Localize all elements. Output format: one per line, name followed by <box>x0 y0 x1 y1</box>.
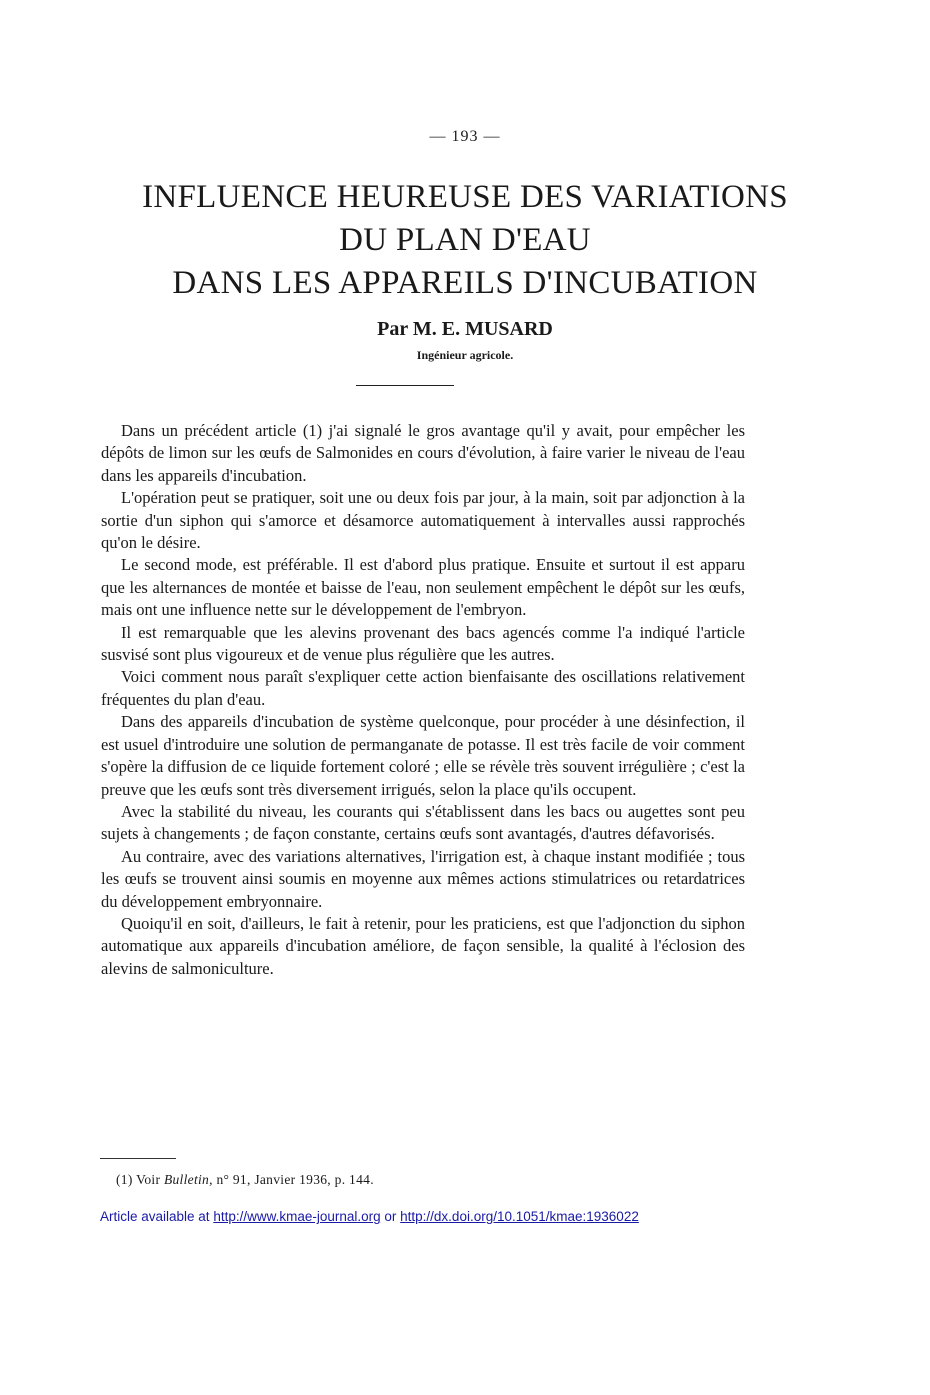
title-line-2: DU PLAN D'EAU <box>339 222 591 258</box>
paragraph: Voici comment nous paraît s'expliquer cette action bienfaisante des oscillations relativement fréquentes du plan d'eau. <box>101 667 745 709</box>
paragraph: Le second mode, est préférable. Il est d'abord plus pratique. Ensuite et surtout il est apparu que les alternances de montée et baisse de l'eau, non seulement empêchent le dépôt sur les œufs, mais ont une influence nette sur le développement de l'embryon. <box>101 555 745 620</box>
title-line-1: INFLUENCE HEUREUSE DES VARIATIONS <box>142 179 788 215</box>
title-separator-rule <box>356 385 454 386</box>
footnote <box>116 1172 374 1188</box>
page-number: — 193 — <box>429 128 501 145</box>
paragraph: Dans des appareils d'incubation de système quelconque, pour procéder à une désinfection, il est usuel d'introduire une solution de permanganate de potasse. Il est très facile de voir comment s'opère la diffusion de ce liquide fortement coloré ; elle se révèle très souvent irrégulière ; c'est la preuve que les œufs sont très diversement irrigués, selon la place qu'ils occupent. <box>101 712 745 799</box>
title-line-3: DANS LES APPAREILS D'INCUBATION <box>172 265 758 301</box>
paragraph: Il est remarquable que les alevins provenant des bacs agencés comme l'a indiqué l'article susvisé sont plus vigoureux et de venue plus régulière que les autres. <box>101 622 745 665</box>
article-body <box>101 420 745 980</box>
availability-notice <box>100 1209 639 1224</box>
author-byline: Par M. E. MUSARD <box>377 318 553 340</box>
paragraph: L'opération peut se pratiquer, soit une ou deux fois par jour, à la main, soit par adjonction à la sortie d'un siphon qui s'amorce et désamorce automatiquement à intervalles aussi rapprochés qu'on le désire. <box>101 488 745 553</box>
paragraph: Avec la stabilité du niveau, les courants qui s'établissent dans les bacs ou augettes sont peu sujets à changements ; de façon constante, certains œufs sont avantagés, d'autres défavorisés. <box>101 801 745 844</box>
footnote-reference: , n° 91, Janvier 1936, p. 144. <box>209 1172 374 1187</box>
footnote-rule <box>100 1158 176 1159</box>
footnote-journal: Bulletin <box>163 1172 210 1187</box>
availability-prefix: Article available at <box>100 1209 214 1224</box>
doi-link[interactable]: http://dx.doi.org/10.1051/kmae:1936022 <box>400 1209 639 1224</box>
availability-separator: or <box>380 1209 401 1224</box>
paragraph: Dans un précédent article (1) j'ai signalé le gros avantage qu'il y avait, pour empêcher les dépôts de limon sur les œufs de Salmonides en cours d'évolution, à faire varier le niveau de l'eau dans les appareils d'incubation. <box>101 421 745 485</box>
journal-link[interactable]: http://www.kmae-journal.org <box>213 1209 381 1224</box>
paragraph: Au contraire, avec des variations alternatives, l'irrigation est, à chaque instant modifiée ; tous les œufs se trouvent ainsi soumis en moyenne aux mêmes actions stimulatrices ou retardatrices du développement embryonnaire. <box>101 846 745 911</box>
article-title <box>60 176 870 305</box>
footnote-marker: (1) Voir <box>116 1172 164 1187</box>
paragraph: Quoiqu'il en soit, d'ailleurs, le fait à retenir, pour les praticiens, est que l'adjonction du siphon automatique aux appareils d'incubation améliore, de façon sensible, la qualité à l'éclosion des alevins de salmoniculture. <box>101 913 745 978</box>
author-affiliation: Ingénieur agricole. <box>416 348 514 362</box>
